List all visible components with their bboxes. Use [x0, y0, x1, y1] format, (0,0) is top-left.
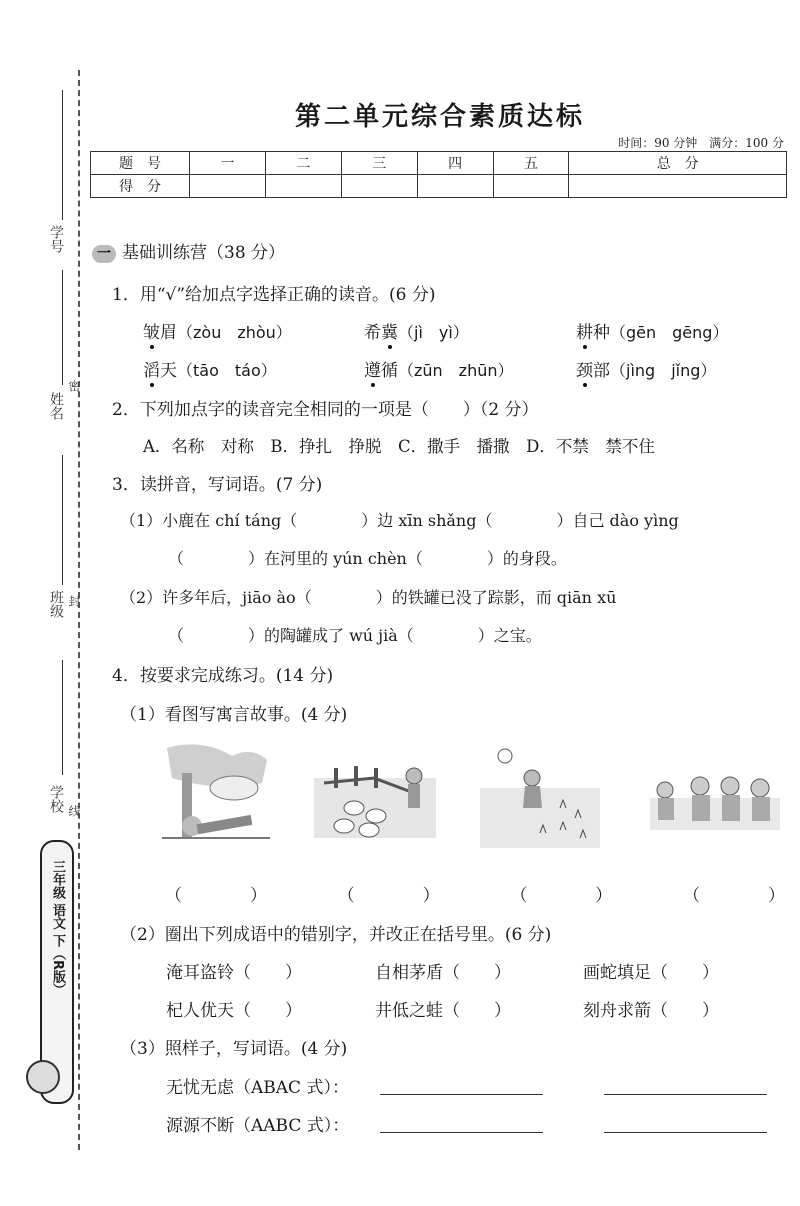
- class-label: 班级: [48, 590, 64, 618]
- q1-item: 滔天（tāo táo）: [143, 361, 277, 381]
- q4-sub3: （3）照样子，写词语。(4 分): [120, 1039, 348, 1059]
- score-cell[interactable]: [569, 175, 787, 198]
- q3-line: （1）小鹿在 chí táng（ ）边 xīn shǎng（ ）自己 dào yìng: [120, 511, 679, 530]
- mascot-icon: [26, 1060, 60, 1094]
- score-head-cell: 总 分: [569, 152, 787, 175]
- answer-line[interactable]: [604, 1094, 767, 1095]
- page-title: 第二单元综合素质达标: [294, 102, 585, 132]
- idiom-item: 刻舟求箭（ ）: [583, 1001, 719, 1021]
- name-underline: [62, 270, 63, 385]
- section-title: 基础训练营（38 分）: [122, 243, 286, 263]
- student-id-label: 学号: [48, 225, 64, 253]
- pattern-label: 源源不断（AABC 式）：: [166, 1116, 350, 1136]
- q1-item: 希冀（jì yì）: [364, 323, 469, 343]
- seal-char-xian: 线: [67, 805, 81, 817]
- school-underline: [62, 660, 63, 775]
- answer-bracket[interactable]: （ ）: [682, 886, 785, 906]
- score-head-cell: 四: [417, 152, 493, 175]
- school-label: 学校: [48, 785, 64, 813]
- idiom-item: 淹耳盗铃（ ）: [166, 963, 302, 983]
- idiom-item: 自相茅盾（ ）: [375, 963, 511, 983]
- score-cell[interactable]: [190, 175, 266, 198]
- q2-stem: 2．下列加点字的读音完全相同的一项是（ ）（2 分）: [112, 400, 539, 420]
- answer-bracket[interactable]: （ ）: [510, 886, 613, 906]
- score-cell[interactable]: [341, 175, 417, 198]
- q1-stem: 1．用“√”给加点字选择正确的读音。(6 分): [112, 285, 436, 305]
- q1-item: 颈部（jìng jǐng）: [576, 361, 717, 381]
- q4-stem: 4．按要求完成练习。(14 分): [112, 666, 334, 686]
- seal-char-feng: 封: [67, 595, 81, 607]
- story-picture-1: [162, 738, 270, 850]
- section-heading: [92, 238, 285, 263]
- q4-sub2: （2）圈出下列成语中的错别字，并改正在括号里。(6 分): [120, 925, 552, 945]
- score-head-cell: 五: [493, 152, 569, 175]
- idiom-item: 画蛇填足（ ）: [583, 963, 719, 983]
- score-row-label: 得 分: [91, 175, 190, 198]
- q3-line: （ ）在河里的 yún chèn（ ）的身段。: [168, 549, 567, 568]
- score-head-cell: 三: [341, 152, 417, 175]
- answer-bracket[interactable]: （ ）: [337, 886, 440, 906]
- pattern-label: 无忧无虑（ABAC 式）：: [166, 1078, 349, 1098]
- answer-line[interactable]: [380, 1094, 543, 1095]
- name-label: 姓名: [48, 392, 64, 420]
- idiom-item: 杞人优天（ ）: [166, 1001, 302, 1021]
- q1-item: 遵循（zūn zhūn）: [364, 361, 514, 381]
- answer-line[interactable]: [604, 1132, 767, 1133]
- story-picture-2: [314, 738, 436, 850]
- story-picture-3: [480, 738, 600, 850]
- score-head-cell: 二: [265, 152, 341, 175]
- q3-line: （2）许多年后，jiāo ào（ ）的铁罐已没了踪影，而 qiān xū: [120, 588, 617, 607]
- score-head-cell: 一: [190, 152, 266, 175]
- idiom-item: 井低之蛙（ ）: [375, 1001, 511, 1021]
- section-cloud-icon: 一: [92, 245, 116, 263]
- q2-options: A．名称 对称 B．挣扎 挣脱 C．撒手 播撒 D．不禁 禁不住: [143, 437, 655, 456]
- story-picture-4: [650, 738, 780, 850]
- score-head-cell: 题 号: [91, 152, 190, 175]
- score-cell[interactable]: [265, 175, 341, 198]
- q4-answer-row: [165, 881, 785, 906]
- time-info: 时间：90 分钟 满分：100 分: [618, 136, 784, 150]
- book-label: 三年级 语文 下（R版）: [50, 860, 65, 997]
- score-cell[interactable]: [417, 175, 493, 198]
- answer-bracket[interactable]: （ ）: [165, 886, 267, 906]
- q1-item: 耕种（gēn gēng）: [576, 323, 729, 343]
- q1-item: 皱眉（zòu zhòu）: [143, 323, 292, 343]
- seal-char-mi: 密: [67, 380, 81, 392]
- class-underline: [62, 455, 63, 585]
- score-cell[interactable]: [493, 175, 569, 198]
- q4-sub1: （1）看图写寓言故事。(4 分): [120, 705, 348, 725]
- q3-stem: 3．读拼音，写词语。(7 分): [112, 475, 323, 495]
- score-table: [90, 151, 787, 198]
- q3-line: （ ）的陶罐成了 wú jià（ ）之宝。: [168, 626, 542, 645]
- binding-dashed-line: [78, 70, 80, 1150]
- answer-line[interactable]: [380, 1132, 543, 1133]
